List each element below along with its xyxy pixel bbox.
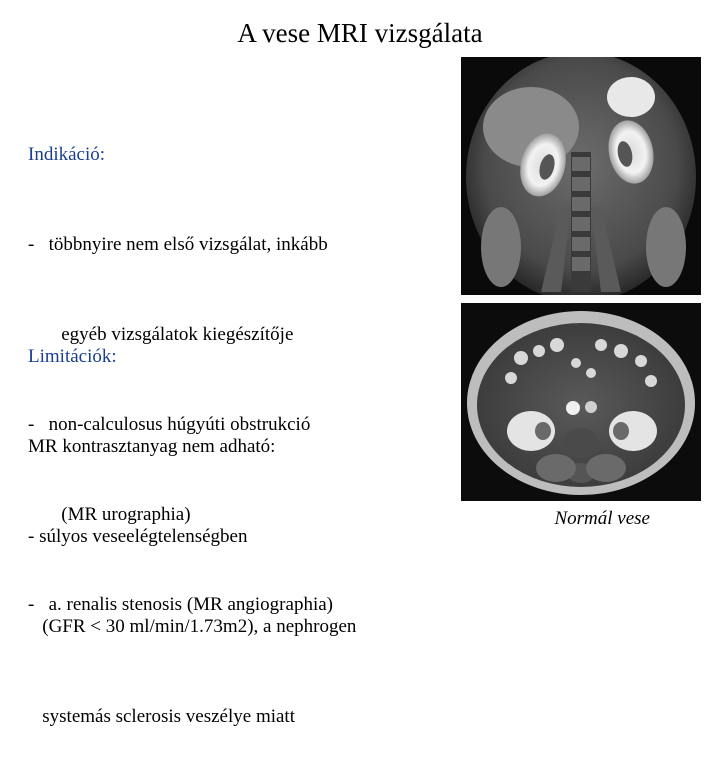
- indication-line-3: - non-calculosus húgyúti obstrukció: [28, 414, 311, 435]
- indication-line-2: egyéb vizsgálatok kiegészítője: [28, 324, 294, 345]
- limitations-line-4: systemás sclerosis veszélye miatt: [28, 706, 295, 727]
- limitations-line-2: - súlyos veseelégtelenségben: [28, 526, 248, 547]
- limitations-line-3: (GFR < 30 ml/min/1.73m2), a nephrogen: [28, 616, 357, 637]
- indication-line-4: (MR urographia): [28, 504, 191, 525]
- indication-heading: Indikáció:: [28, 144, 106, 165]
- limitations-heading: Limitációk:: [28, 346, 117, 367]
- mri-coronal-image: [461, 57, 701, 295]
- indication-line-5: - a. renalis stenosis (MR angiographia): [28, 594, 333, 615]
- indication-line-1: - többnyire nem első vizsgálat, inkább: [28, 234, 328, 255]
- slide-title: A vese MRI vizsgálata: [237, 18, 483, 48]
- mri-axial-image: [461, 303, 701, 501]
- limitations-block: [28, 282, 356, 762]
- image-caption: Normál vese: [554, 508, 650, 529]
- limitations-line-1: MR kontrasztanyag nem adható:: [28, 436, 276, 457]
